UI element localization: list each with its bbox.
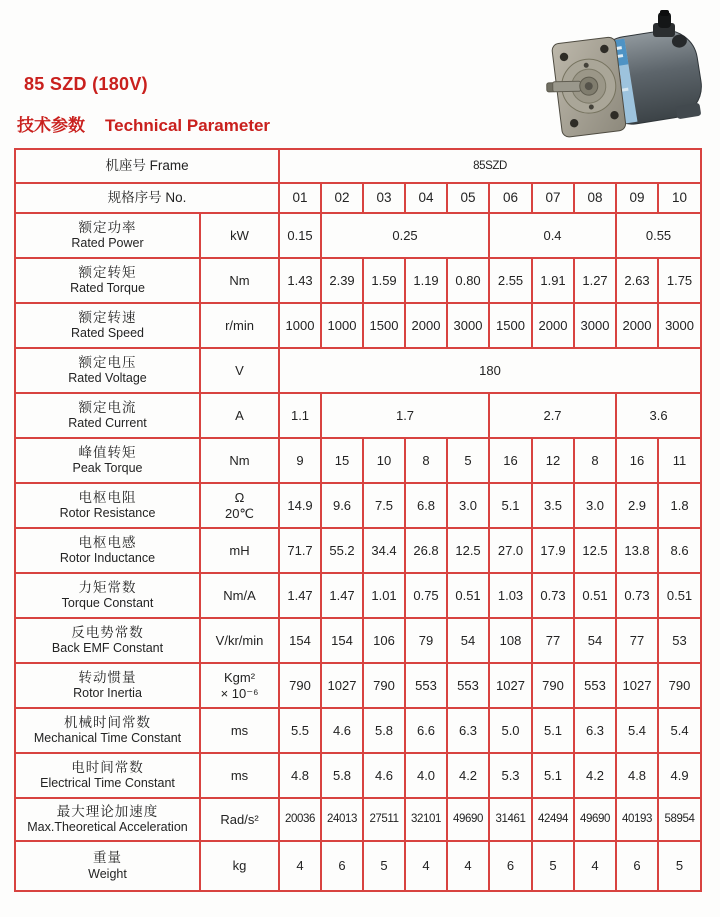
value-rated-current-1: 1.1 (279, 393, 321, 438)
value-rated-torque-1: 1.43 (279, 258, 321, 303)
value-rotor-resistance-4: 6.8 (405, 483, 447, 528)
unit-rotor-resistance: Ω 20℃ (200, 483, 279, 528)
value-no-7: 07 (532, 183, 574, 213)
value-back-emf-constant-8: 54 (574, 618, 616, 663)
param-label-no: 规格序号 No. (107, 189, 187, 205)
value-electrical-time-constant-9: 4.8 (616, 753, 658, 798)
value-max-theoretical-acceleration-1: 20036 (279, 798, 321, 841)
param-label-max-theoretical-acceleration (15, 798, 200, 841)
value-torque-constant-10: 0.51 (658, 573, 701, 618)
value-electrical-time-constant-2: 5.8 (321, 753, 363, 798)
value-back-emf-constant-9: 77 (616, 618, 658, 663)
unit-max-theoretical-acceleration: Rad/s² (200, 798, 279, 841)
value-electrical-time-constant-7: 5.1 (532, 753, 574, 798)
value-torque-constant-3: 1.01 (363, 573, 405, 618)
table-row-rotor-inductance (15, 528, 701, 573)
value-mechanical-time-constant-5: 6.3 (447, 708, 489, 753)
value-rated-torque-3: 1.59 (363, 258, 405, 303)
param-label-rated-speed-en: Rated Speed (71, 326, 144, 341)
param-label-rated-current-zh: 额定电流 (78, 399, 137, 415)
value-electrical-time-constant-6: 5.3 (489, 753, 532, 798)
param-label-mechanical-time-constant (15, 708, 200, 753)
value-max-theoretical-acceleration-3: 27511 (363, 798, 405, 841)
value-rotor-inductance-9: 13.8 (616, 528, 658, 573)
section-title (17, 111, 270, 136)
param-label-rated-current-en: Rated Current (68, 416, 147, 431)
value-weight-2: 6 (321, 841, 363, 891)
table-row-peak-torque (15, 438, 701, 483)
unit-rated-speed: r/min (200, 303, 279, 348)
value-peak-torque-4: 8 (405, 438, 447, 483)
value-mechanical-time-constant-4: 6.6 (405, 708, 447, 753)
unit-electrical-time-constant: ms (200, 753, 279, 798)
value-rated-torque-7: 1.91 (532, 258, 574, 303)
value-no-4: 04 (405, 183, 447, 213)
param-label-rotor-resistance (15, 483, 200, 528)
section-title-en: Technical Parameter (105, 116, 271, 135)
table-row-max-theoretical-acceleration (15, 798, 701, 841)
value-mechanical-time-constant-3: 5.8 (363, 708, 405, 753)
value-rated-voltage-1: 180 (279, 348, 701, 393)
param-label-rotor-inertia (15, 663, 200, 708)
table-row-no (15, 183, 701, 213)
value-mechanical-time-constant-9: 5.4 (616, 708, 658, 753)
value-max-theoretical-acceleration-10: 58954 (658, 798, 701, 841)
value-rotor-inertia-9: 1027 (616, 663, 658, 708)
value-weight-4: 4 (405, 841, 447, 891)
value-rotor-inductance-2: 55.2 (321, 528, 363, 573)
value-rotor-resistance-5: 3.0 (447, 483, 489, 528)
table-row-electrical-time-constant (15, 753, 701, 798)
param-label-back-emf-constant-zh: 反电势常数 (71, 624, 144, 640)
value-rotor-inertia-6: 1027 (489, 663, 532, 708)
value-peak-torque-10: 11 (658, 438, 701, 483)
value-electrical-time-constant-8: 4.2 (574, 753, 616, 798)
value-back-emf-constant-1: 154 (279, 618, 321, 663)
value-max-theoretical-acceleration-7: 42494 (532, 798, 574, 841)
motor-product-photo (543, 10, 711, 142)
value-rated-torque-9: 2.63 (616, 258, 658, 303)
value-rotor-resistance-3: 7.5 (363, 483, 405, 528)
motor-image (543, 10, 711, 142)
technical-parameter-table (14, 148, 702, 892)
value-rated-power-3: 0.4 (489, 213, 616, 258)
value-torque-constant-7: 0.73 (532, 573, 574, 618)
value-torque-constant-8: 0.51 (574, 573, 616, 618)
value-no-10: 10 (658, 183, 701, 213)
value-rotor-resistance-2: 9.6 (321, 483, 363, 528)
motor-shaft (547, 81, 581, 92)
param-label-no (15, 183, 279, 213)
value-rated-current-2: 1.7 (321, 393, 489, 438)
value-rated-speed-9: 2000 (616, 303, 658, 348)
value-rated-current-3: 2.7 (489, 393, 616, 438)
value-peak-torque-1: 9 (279, 438, 321, 483)
value-max-theoretical-acceleration-5: 49690 (447, 798, 489, 841)
value-rotor-inductance-1: 71.7 (279, 528, 321, 573)
param-label-rotor-inductance-en: Rotor Inductance (59, 551, 156, 566)
unit-mechanical-time-constant: ms (200, 708, 279, 753)
value-rotor-inductance-8: 12.5 (574, 528, 616, 573)
value-max-theoretical-acceleration-9: 40193 (616, 798, 658, 841)
param-label-rated-voltage-zh: 额定电压 (78, 354, 137, 370)
param-label-frame (15, 149, 279, 183)
value-back-emf-constant-5: 54 (447, 618, 489, 663)
value-rotor-resistance-10: 1.8 (658, 483, 701, 528)
param-label-rotor-inductance-zh: 电枢电感 (78, 534, 137, 550)
param-label-rotor-inductance (15, 528, 200, 573)
value-weight-1: 4 (279, 841, 321, 891)
value-no-9: 09 (616, 183, 658, 213)
table-row-rated-current (15, 393, 701, 438)
table-row-mechanical-time-constant (15, 708, 701, 753)
value-rotor-inductance-6: 27.0 (489, 528, 532, 573)
param-label-weight-en: Weight (88, 866, 127, 881)
unit-rated-power: kW (200, 213, 279, 258)
param-label-weight-zh: 重量 (93, 850, 122, 866)
table-row-frame (15, 149, 701, 183)
value-rotor-inductance-4: 26.8 (405, 528, 447, 573)
value-no-8: 08 (574, 183, 616, 213)
value-peak-torque-7: 12 (532, 438, 574, 483)
value-rated-power-1: 0.15 (279, 213, 321, 258)
value-rotor-inertia-5: 553 (447, 663, 489, 708)
param-label-back-emf-constant-en: Back EMF Constant (51, 641, 164, 656)
value-back-emf-constant-3: 106 (363, 618, 405, 663)
param-label-rotor-inertia-en: Rotor Inertia (73, 686, 142, 701)
motor-connector (653, 10, 675, 37)
value-peak-torque-9: 16 (616, 438, 658, 483)
value-torque-constant-6: 1.03 (489, 573, 532, 618)
param-label-weight (15, 841, 200, 891)
unit-torque-constant: Nm/A (200, 573, 279, 618)
param-label-rotor-resistance-en: Rotor Resistance (59, 506, 156, 521)
table-row-rated-torque (15, 258, 701, 303)
value-weight-10: 5 (658, 841, 701, 891)
value-rated-speed-2: 1000 (321, 303, 363, 348)
value-mechanical-time-constant-10: 5.4 (658, 708, 701, 753)
value-rated-torque-8: 1.27 (574, 258, 616, 303)
value-max-theoretical-acceleration-6: 31461 (489, 798, 532, 841)
value-mechanical-time-constant-6: 5.0 (489, 708, 532, 753)
value-rated-torque-6: 2.55 (489, 258, 532, 303)
value-back-emf-constant-10: 53 (658, 618, 701, 663)
param-label-rotor-resistance-zh: 电枢电阻 (78, 489, 137, 505)
value-no-3: 03 (363, 183, 405, 213)
param-label-electrical-time-constant-en: Electrical Time Constant (40, 776, 175, 791)
value-back-emf-constant-7: 77 (532, 618, 574, 663)
value-back-emf-constant-2: 154 (321, 618, 363, 663)
value-back-emf-constant-4: 79 (405, 618, 447, 663)
param-label-rated-voltage (15, 348, 200, 393)
value-torque-constant-5: 0.51 (447, 573, 489, 618)
table-row-weight (15, 841, 701, 891)
value-rated-speed-7: 2000 (532, 303, 574, 348)
value-rotor-inertia-8: 553 (574, 663, 616, 708)
param-label-frame: 机座号 Frame (105, 157, 189, 173)
value-rated-speed-5: 3000 (447, 303, 489, 348)
param-label-mechanical-time-constant-en: Mechanical Time Constant (33, 731, 182, 746)
param-label-rated-current (15, 393, 200, 438)
value-weight-7: 5 (532, 841, 574, 891)
value-torque-constant-2: 1.47 (321, 573, 363, 618)
value-torque-constant-4: 0.75 (405, 573, 447, 618)
value-rotor-resistance-6: 5.1 (489, 483, 532, 528)
value-no-5: 05 (447, 183, 489, 213)
value-frame-1: 85SZD (279, 149, 701, 183)
value-rotor-inertia-1: 790 (279, 663, 321, 708)
unit-rated-voltage: V (200, 348, 279, 393)
value-weight-9: 6 (616, 841, 658, 891)
model-title: 85 SZD (180V) (24, 74, 148, 94)
param-label-torque-constant-zh: 力矩常数 (78, 579, 137, 595)
unit-rated-torque: Nm (200, 258, 279, 303)
value-rotor-resistance-9: 2.9 (616, 483, 658, 528)
table-row-back-emf-constant (15, 618, 701, 663)
value-rated-speed-3: 1500 (363, 303, 405, 348)
value-no-6: 06 (489, 183, 532, 213)
param-label-max-theoretical-acceleration-zh: 最大理论加速度 (56, 803, 159, 819)
value-max-theoretical-acceleration-2: 24013 (321, 798, 363, 841)
param-label-peak-torque-zh: 峰值转矩 (78, 444, 137, 460)
value-rated-torque-5: 0.80 (447, 258, 489, 303)
value-rated-speed-10: 3000 (658, 303, 701, 348)
param-label-peak-torque (15, 438, 200, 483)
value-mechanical-time-constant-7: 5.1 (532, 708, 574, 753)
unit-rotor-inductance: mH (200, 528, 279, 573)
param-label-torque-constant (15, 573, 200, 618)
motor-flange (543, 37, 626, 139)
unit-rated-current: A (200, 393, 279, 438)
value-rated-current-4: 3.6 (616, 393, 701, 438)
section-title-zh: 技术参数 (17, 116, 85, 135)
value-torque-constant-1: 1.47 (279, 573, 321, 618)
param-label-rated-torque (15, 258, 200, 303)
value-rotor-inertia-4: 553 (405, 663, 447, 708)
value-rated-speed-8: 3000 (574, 303, 616, 348)
value-rotor-resistance-7: 3.5 (532, 483, 574, 528)
table-row-rated-speed (15, 303, 701, 348)
value-rotor-inductance-7: 17.9 (532, 528, 574, 573)
param-label-back-emf-constant (15, 618, 200, 663)
value-mechanical-time-constant-1: 5.5 (279, 708, 321, 753)
value-torque-constant-9: 0.73 (616, 573, 658, 618)
param-label-rated-speed (15, 303, 200, 348)
value-rotor-inductance-10: 8.6 (658, 528, 701, 573)
table-row-rated-voltage (15, 348, 701, 393)
value-weight-6: 6 (489, 841, 532, 891)
value-mechanical-time-constant-2: 4.6 (321, 708, 363, 753)
value-rated-torque-10: 1.75 (658, 258, 701, 303)
unit-rotor-inertia: Kgm² × 10⁻⁶ (200, 663, 279, 708)
value-rated-power-2: 0.25 (321, 213, 489, 258)
value-back-emf-constant-6: 108 (489, 618, 532, 663)
param-label-rotor-inertia-zh: 转动惯量 (78, 669, 137, 685)
value-weight-8: 4 (574, 841, 616, 891)
value-rated-speed-1: 1000 (279, 303, 321, 348)
value-rotor-inertia-2: 1027 (321, 663, 363, 708)
value-rated-power-4: 0.55 (616, 213, 701, 258)
param-label-rated-speed-zh: 额定转速 (78, 309, 137, 325)
value-no-1: 01 (279, 183, 321, 213)
value-electrical-time-constant-4: 4.0 (405, 753, 447, 798)
param-label-rated-torque-en: Rated Torque (70, 281, 145, 296)
param-label-torque-constant-en: Torque Constant (61, 596, 154, 611)
value-peak-torque-5: 5 (447, 438, 489, 483)
value-electrical-time-constant-3: 4.6 (363, 753, 405, 798)
table-row-rotor-inertia (15, 663, 701, 708)
param-label-rated-power-zh: 额定功率 (78, 219, 137, 235)
value-rotor-inertia-7: 790 (532, 663, 574, 708)
unit-weight: kg (200, 841, 279, 891)
value-max-theoretical-acceleration-8: 49690 (574, 798, 616, 841)
value-peak-torque-2: 15 (321, 438, 363, 483)
value-rotor-inductance-3: 34.4 (363, 528, 405, 573)
table-row-rated-power (15, 213, 701, 258)
param-label-electrical-time-constant (15, 753, 200, 798)
value-peak-torque-3: 10 (363, 438, 405, 483)
value-rotor-inertia-10: 790 (658, 663, 701, 708)
param-label-rated-voltage-en: Rated Voltage (68, 371, 147, 386)
value-rated-speed-6: 1500 (489, 303, 532, 348)
value-electrical-time-constant-10: 4.9 (658, 753, 701, 798)
value-rotor-inductance-5: 12.5 (447, 528, 489, 573)
value-peak-torque-6: 16 (489, 438, 532, 483)
value-rotor-inertia-3: 790 (363, 663, 405, 708)
value-rated-torque-4: 1.19 (405, 258, 447, 303)
table-row-rotor-resistance (15, 483, 701, 528)
unit-peak-torque: Nm (200, 438, 279, 483)
value-rotor-resistance-1: 14.9 (279, 483, 321, 528)
value-peak-torque-8: 8 (574, 438, 616, 483)
table-row-torque-constant (15, 573, 701, 618)
value-mechanical-time-constant-8: 6.3 (574, 708, 616, 753)
unit-back-emf-constant: V/kr/min (200, 618, 279, 663)
param-label-peak-torque-en: Peak Torque (72, 461, 143, 476)
param-label-max-theoretical-acceleration-en: Max.Theoretical Acceleration (27, 820, 188, 835)
value-no-2: 02 (321, 183, 363, 213)
value-electrical-time-constant-5: 4.2 (447, 753, 489, 798)
value-rotor-resistance-8: 3.0 (574, 483, 616, 528)
param-label-mechanical-time-constant-zh: 机械时间常数 (64, 714, 151, 730)
param-label-rated-torque-zh: 额定转矩 (78, 264, 137, 280)
param-label-electrical-time-constant-zh: 电时间常数 (71, 759, 144, 775)
value-electrical-time-constant-1: 4.8 (279, 753, 321, 798)
param-label-rated-power-en: Rated Power (71, 236, 144, 251)
value-weight-5: 4 (447, 841, 489, 891)
value-rated-torque-2: 2.39 (321, 258, 363, 303)
param-label-rated-power (15, 213, 200, 258)
value-weight-3: 5 (363, 841, 405, 891)
value-max-theoretical-acceleration-4: 32101 (405, 798, 447, 841)
value-rated-speed-4: 2000 (405, 303, 447, 348)
